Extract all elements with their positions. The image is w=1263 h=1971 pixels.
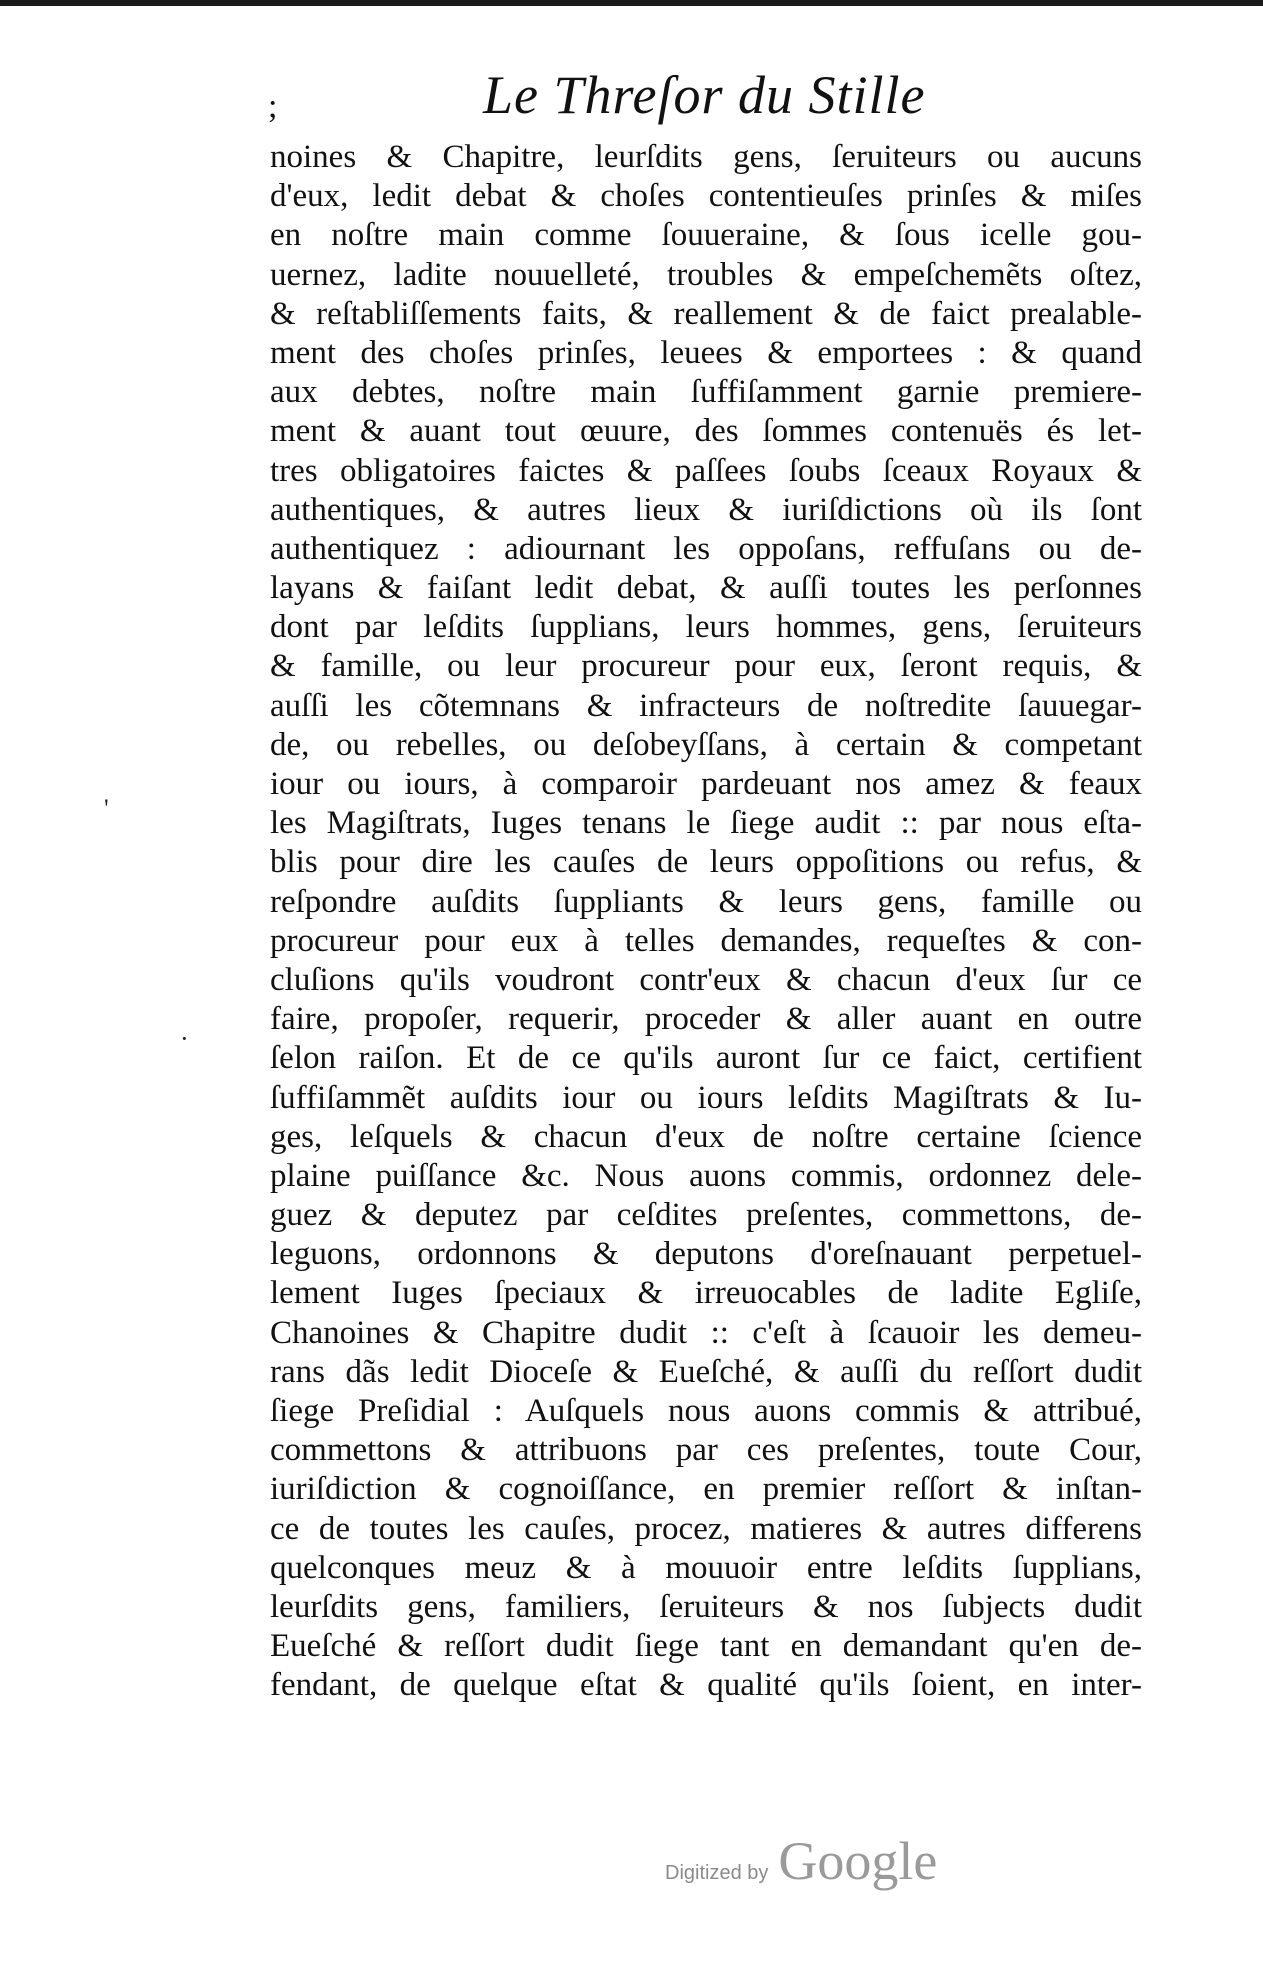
text-line: faire, propoſer, requerir, proceder & aller auant en outre: [270, 1001, 1142, 1038]
body-text: [270, 138, 1142, 1706]
text-line: plaine puiſſance &c. Nous auons commis, ordonnez dele-: [270, 1157, 1142, 1194]
running-header: Le Threſor du Stille: [483, 65, 926, 125]
digitized-by-label: Digitized by: [665, 1862, 769, 1884]
text-line: procureur pour eux à telles demandes, requeſtes & con-: [270, 922, 1142, 959]
text-line: d'eux, ledit debat & choſes contentieuſes prinſes & miſes: [270, 178, 1142, 215]
text-line: ges, leſquels & chacun d'eux de noſtre certaine ſcience: [270, 1118, 1142, 1155]
text-line: layans & faiſant ledit debat, & auſſi toutes les perſonnes: [270, 570, 1142, 607]
text-line: iour ou iours, à comparoir pardeuant nos amez & feaux: [270, 766, 1142, 802]
text-line: ſiege Preſidial : Auſquels nous auons commis & attribué,: [270, 1393, 1142, 1429]
text-line: leurſdits gens, familiers, ſeruiteurs & nos ſubjects dudit: [270, 1588, 1142, 1625]
digitized-by-google-watermark: [665, 1830, 1005, 1900]
text-line: authentiques, & autres lieux & iuriſdictions où ils ſont: [270, 491, 1142, 528]
text-line: les Magiſtrats, Iuges tenans le ſiege audit :: par nous eſta-: [270, 805, 1142, 842]
text-line: authentiquez : adiournant les oppoſans, reffuſans ou de-: [270, 530, 1142, 567]
text-line: lement Iuges ſpeciaux & irreuocables de ladite Egliſe,: [270, 1275, 1142, 1312]
text-line: aux debtes, noſtre main ſuffiſamment garnie premiere-: [270, 374, 1142, 411]
text-line: auſſi les cõtemnans & infracteurs de noſtredite ſauuegar-: [270, 687, 1142, 724]
text-line: rans dãs ledit Dioceſe & Eueſché, & auſſi du reſſort dudit: [270, 1353, 1142, 1390]
text-line: ment & auant tout œuure, des ſommes contenuës és let-: [270, 413, 1142, 450]
text-line: quelconques meuz & à mouuoir entre leſdits ſupplians,: [270, 1549, 1142, 1586]
text-line: ment des choſes prinſes, leuees & emportees : & quand: [270, 334, 1142, 371]
text-line: tres obligatoires faictes & paſſees ſoubs ſceaux Royaux &: [270, 452, 1142, 489]
google-wordmark: Google: [778, 1831, 938, 1891]
text-line: & famille, ou leur procureur pour eux, ſeront requis, &: [270, 648, 1142, 685]
text-line: fendant, de quelque eſtat & qualité qu'ils ſoient, en inter-: [270, 1667, 1142, 1704]
text-line: commettons & attribuons par ces preſentes, toute Cour,: [270, 1432, 1142, 1469]
text-line: reſpondre auſdits ſuppliants & leurs gens, famille ou: [270, 883, 1142, 920]
text-line: iuriſdiction & cognoiſſance, en premier reſſort & inſtan-: [270, 1471, 1142, 1508]
text-line: ce de toutes les cauſes, procez, matieres & autres differens: [270, 1510, 1142, 1547]
text-line: leguons, ordonnons & deputons d'oreſnauant perpetuel-: [270, 1236, 1142, 1273]
header-punctuation-mark: ;: [268, 88, 278, 125]
text-line: ſuffiſammẽt auſdits iour ou iours leſdits Magiſtrats & Iu-: [270, 1079, 1142, 1116]
text-line: cluſions qu'ils voudront contr'eux & chacun d'eux ſur ce: [270, 961, 1142, 998]
text-line: uernez, ladite nouuelleté, troubles & empeſchemẽts oſtez,: [270, 256, 1142, 293]
text-line: guez & deputez par ceſdites preſentes, commettons, de-: [270, 1197, 1142, 1234]
text-line: de, ou rebelles, ou deſobeyſſans, à certain & competant: [270, 726, 1142, 763]
text-line: blis pour dire les cauſes de leurs oppoſitions ou refus, &: [270, 844, 1142, 881]
text-line: Eueſché & reſſort dudit ſiege tant en demandant qu'en de-: [270, 1628, 1142, 1665]
text-line: dont par leſdits ſupplians, leurs hommes, gens, ſeruiteurs: [270, 609, 1142, 646]
margin-mark: ': [104, 794, 109, 823]
text-line: & reſtabliſſements faits, & reallement & de faict prealable-: [270, 295, 1142, 332]
top-border-rule: [0, 0, 1263, 6]
margin-mark: ·: [180, 1024, 189, 1053]
text-line: en noſtre main comme ſouueraine, & ſous icelle gou-: [270, 217, 1142, 254]
text-line: noines & Chapitre, leurſdits gens, ſeruiteurs ou aucuns: [270, 139, 1142, 175]
text-line: ſelon raiſon. Et de ce qu'ils auront ſur ce faict, certifient: [270, 1040, 1142, 1077]
text-line: Chanoines & Chapitre dudit :: c'eſt à ſcauoir les demeu-: [270, 1314, 1142, 1351]
